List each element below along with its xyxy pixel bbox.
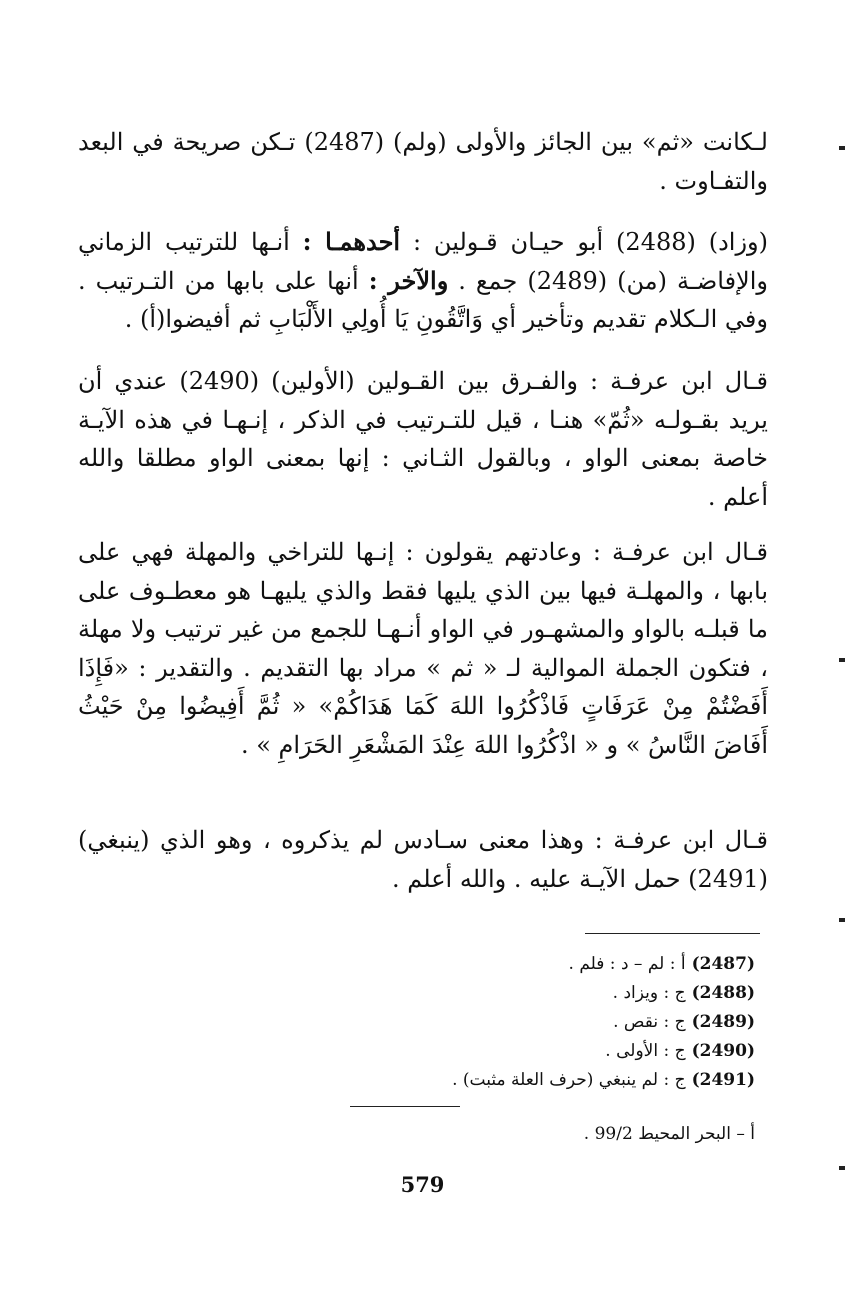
paragraph-5-text: قـال ابن عرفـة : وهذا معنى سـادس لم يذكروه ، وهو الذي (ينبغي) (2491) حمل الآيـة عليه . والله أعلم . (78, 826, 768, 893)
footnote-number: (2491) (691, 1070, 755, 1090)
footnote-text: أ : لم – د : فلم . (568, 954, 686, 974)
paragraph-2-text (78, 223, 768, 339)
paragraph-2-part-c: أنها على بابها من التـرتيب . وفي الـكلام تقديم وتأخير أي وَاتَّقُونِ يَا أُولِي الأَلْبَابِ ثم أفيضوا(أ) . (78, 266, 768, 333)
footnote-number: (2487) (691, 954, 755, 974)
paragraph-1-text: لـكانت «ثم» بين الجائز والأولى (ولم) (2487) تـكن صريحة في البعد والتفـاوت . (78, 128, 768, 195)
margin-mark (839, 1166, 845, 1170)
paragraph-1 (78, 123, 768, 200)
reference-divider (350, 1106, 460, 1107)
footnote (330, 1066, 755, 1095)
source-reference: أ – البحر المحيط 99/2 . (583, 1124, 755, 1144)
paragraph-2-part-b: أنـها للترتيب الزماني والإفاضـة (من) (2489) جمع . (78, 228, 768, 295)
paragraph-2-bold-first: أحدهمـا : (302, 227, 401, 256)
footnotes (330, 950, 755, 1095)
paragraph-2 (78, 223, 768, 339)
margin-mark (839, 918, 845, 922)
paragraph-5 (78, 821, 768, 898)
footnote-number: (2488) (691, 983, 755, 1003)
footnote-text: ج : الأولى . (605, 1041, 686, 1061)
paragraph-3-text: قـال ابن عرفـة : والفـرق بين القـولين (الأولين) (2490) عندي أن يريد بقـولـه «ثُمّ» هنـا ، قيل للتـرتيب في الذكر ، إنـهـا في هذه الآيـة خاصة بمعنى الواو ، وبالقول الثـاني : إنها بمعنى الواو مطلقا والله أعلم . (78, 367, 769, 511)
margin-mark (839, 658, 845, 662)
page-number: 579 (400, 1172, 445, 1197)
footnote (330, 979, 755, 1008)
paragraph-2-bold-second: والآخر : (368, 265, 449, 295)
footnote-number: (2489) (691, 1012, 755, 1032)
footnote-divider (585, 933, 760, 934)
footnote-text: ج : لم ينبغي (حرف العلة مثبت) . (452, 1070, 686, 1090)
footnote-number: (2490) (691, 1041, 755, 1061)
footnote (330, 1008, 755, 1037)
footnote (330, 1037, 755, 1066)
paragraph-3 (78, 362, 768, 516)
margin-mark (839, 146, 845, 150)
footnote-text: ج : ويزاد . (612, 983, 686, 1003)
paragraph-4-text: قـال ابن عرفـة : وعادتهم يقولون : إنـها للتراخي والمهلة فهي على بابها ، والمهلـة فيها بين الذي يليها فقط والذي يليهـا هو معطـوف على ما قبلـه بالواو والمشهـور في الواو أنـهـا للجمع من غير ترتيب ولا مهلة ، فتكون الجملة الموالية لـ « ثم » مراد بها التقديم . والتقدير : «فَإِذَا أَفَضْتُمْ مِنْ عَرَفَاتٍ فَاذْكُرُوا اللهَ كَمَا هَدَاكُمْ» « ثُمَّ أَفِيضُوا مِنْ حَيْثُ أَفَاضَ النَّاسُ » و « اذْكُرُوا اللهَ عِنْدَ المَشْعَرِ الحَرَامِ » . (78, 538, 768, 759)
footnote (330, 950, 755, 979)
paragraph-4 (78, 533, 768, 764)
footnote-text: ج : نقص . (613, 1012, 686, 1032)
paragraph-2-part-a: (وزاد) (2488) أبو حيـان قـولين : (400, 228, 768, 256)
